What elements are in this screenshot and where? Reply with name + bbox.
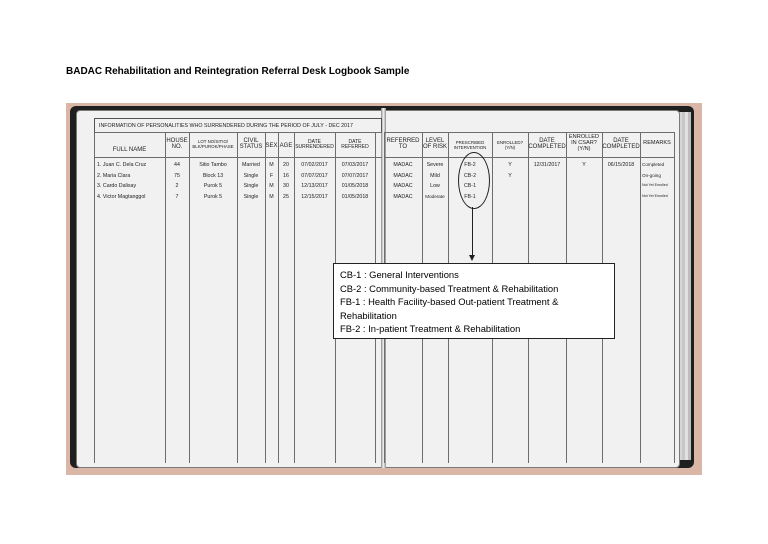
- pointer-arrow-line: [472, 207, 473, 257]
- cell-surrendered: 07/07/2017: [301, 172, 328, 179]
- cell-lot: Purok 5: [203, 194, 223, 201]
- cell-sex: M: [269, 194, 274, 201]
- cell-name: 1. Juan C. Dela Cruz: [97, 162, 147, 168]
- column-divider: [94, 132, 95, 463]
- cell-to: MADAC: [393, 194, 413, 201]
- header-date-completed: DATE COMPLETED: [528, 138, 566, 151]
- cell-name: 4. Victor Magtanggol: [97, 194, 146, 201]
- header-date-referred: DATE REFERRED: [341, 139, 369, 151]
- column-divider: [640, 132, 641, 463]
- column-divider: [294, 132, 295, 463]
- header-civil-status: CIVIL STATUS: [239, 138, 263, 151]
- cell-surrendered: 07/02/2017: [301, 162, 328, 168]
- header-prescribed-intervention: PRESCRIBED INTERVENTION: [453, 140, 487, 150]
- cell-intervention: FB-2: [464, 162, 476, 168]
- cell-house: 2: [175, 183, 179, 190]
- cell-age: 25: [283, 194, 289, 201]
- cell-house: 75: [174, 172, 180, 179]
- cell-remarks: Not Yet Enrolled: [642, 183, 668, 188]
- cell-intervention: FB-1: [464, 194, 476, 201]
- legend-item: FB-1 : Health Facility-based Out-patient Treatment & Rehabilitation: [340, 296, 559, 321]
- cell-risk: Moderate: [425, 194, 445, 200]
- header-remarks: REMARKS: [643, 140, 671, 146]
- column-divider: [189, 132, 190, 463]
- cell-to: MADAC: [393, 183, 413, 190]
- column-divider: [265, 132, 266, 463]
- cell-referred: 01/05/2018: [341, 183, 369, 190]
- header-sex: SEX: [265, 143, 278, 149]
- column-divider: [674, 132, 675, 463]
- cell-risk: Mild: [430, 172, 440, 179]
- row-divider: [94, 157, 382, 158]
- column-divider: [237, 132, 238, 463]
- cell-remarks: On-going: [642, 172, 661, 178]
- cell-to: MADAC: [393, 162, 413, 168]
- header-referred-to: REFERRED TO: [386, 138, 420, 151]
- info-heading: INFORMATION OF PERSONALITIES WHO SURRENDERED DURING THE PERIOD OF JULY - DEC 2017: [94, 118, 382, 132]
- column-divider: [278, 132, 279, 463]
- cell-house: 7: [175, 194, 179, 201]
- cell-civil: Single: [243, 183, 259, 190]
- cell-lot: Purok 5: [203, 183, 223, 190]
- header-level-of-risk: LEVEL OF RISK: [422, 138, 447, 151]
- cell-risk: Severe: [426, 162, 444, 168]
- cell-age: 20: [283, 162, 289, 168]
- arrow-down-icon: [469, 255, 475, 261]
- cell-completed: 12/31/2017: [533, 162, 561, 168]
- cell-sex: F: [269, 172, 274, 179]
- row-divider: [384, 157, 674, 158]
- cell-referred: 01/05/2018: [341, 194, 369, 201]
- cell-intervention: CB-2: [463, 172, 477, 179]
- cell-surrendered: 12/15/2017: [301, 194, 328, 201]
- cell-to: MADAC: [393, 172, 413, 179]
- cell-remarks: Completed: [642, 162, 665, 167]
- cell-completed2: 06/15/2018: [607, 162, 635, 168]
- cell-enrolled: Y: [508, 172, 512, 179]
- header-age: AGE: [279, 143, 293, 149]
- header-date-surrendered: DATE SURRENDERED: [295, 139, 334, 151]
- document-title: BADAC Rehabilitation and Reintegration Referral Desk Logbook Sample: [66, 66, 410, 77]
- cell-csar: Y: [582, 162, 586, 168]
- header-date-completed-2: DATE COMPLETED: [602, 138, 640, 151]
- cell-sex: M: [269, 162, 274, 168]
- cell-house: 44: [174, 162, 180, 168]
- cell-age: 16: [283, 172, 289, 179]
- header-enrolled-csar: ENROLLED IN CSAR? (Y/N): [568, 134, 600, 152]
- header-full-name: FULL NAME: [112, 147, 147, 153]
- header-house-no: HOUSE NO.: [166, 138, 188, 151]
- cell-name: 3. Cardo Dalisay: [97, 183, 137, 190]
- legend-item: CB-2 : Community-based Treatment & Rehabilitation: [340, 282, 559, 294]
- legend-item: FB-2 : In-patient Treatment & Rehabilitation: [340, 323, 521, 335]
- row-divider: [384, 132, 674, 133]
- cell-referred: 07/03/2017: [341, 162, 369, 168]
- cell-risk: Low: [430, 183, 440, 190]
- cell-enrolled: Y: [508, 162, 512, 168]
- cell-remarks: Not Yet Enrolled: [642, 194, 668, 199]
- cell-civil: Single: [243, 172, 259, 179]
- cell-age: 30: [283, 183, 289, 190]
- cell-lot: Sitio Tambo: [199, 162, 227, 168]
- cell-intervention: CB-1: [463, 183, 477, 190]
- cell-civil: Single: [243, 194, 259, 201]
- header-lot-no: LOT NO/SITIO/ BLK/PUROK/PHASE: [192, 139, 234, 149]
- cell-lot: Block 13: [202, 172, 224, 179]
- row-divider: [94, 132, 382, 133]
- cell-name: 2. Maria Clara: [97, 172, 131, 179]
- header-enrolled: ENROLLED? (Y/N): [496, 140, 524, 150]
- cell-referred: 07/07/2017: [341, 172, 369, 179]
- legend-item: CB-1 : General Interventions: [340, 269, 459, 280]
- cell-surrendered: 12/13/2017: [301, 183, 328, 190]
- column-divider: [165, 132, 166, 463]
- cell-civil: Married: [242, 162, 260, 168]
- intervention-legend: [333, 263, 615, 339]
- cell-sex: M: [269, 183, 274, 190]
- intervention-highlight-oval: [458, 152, 490, 209]
